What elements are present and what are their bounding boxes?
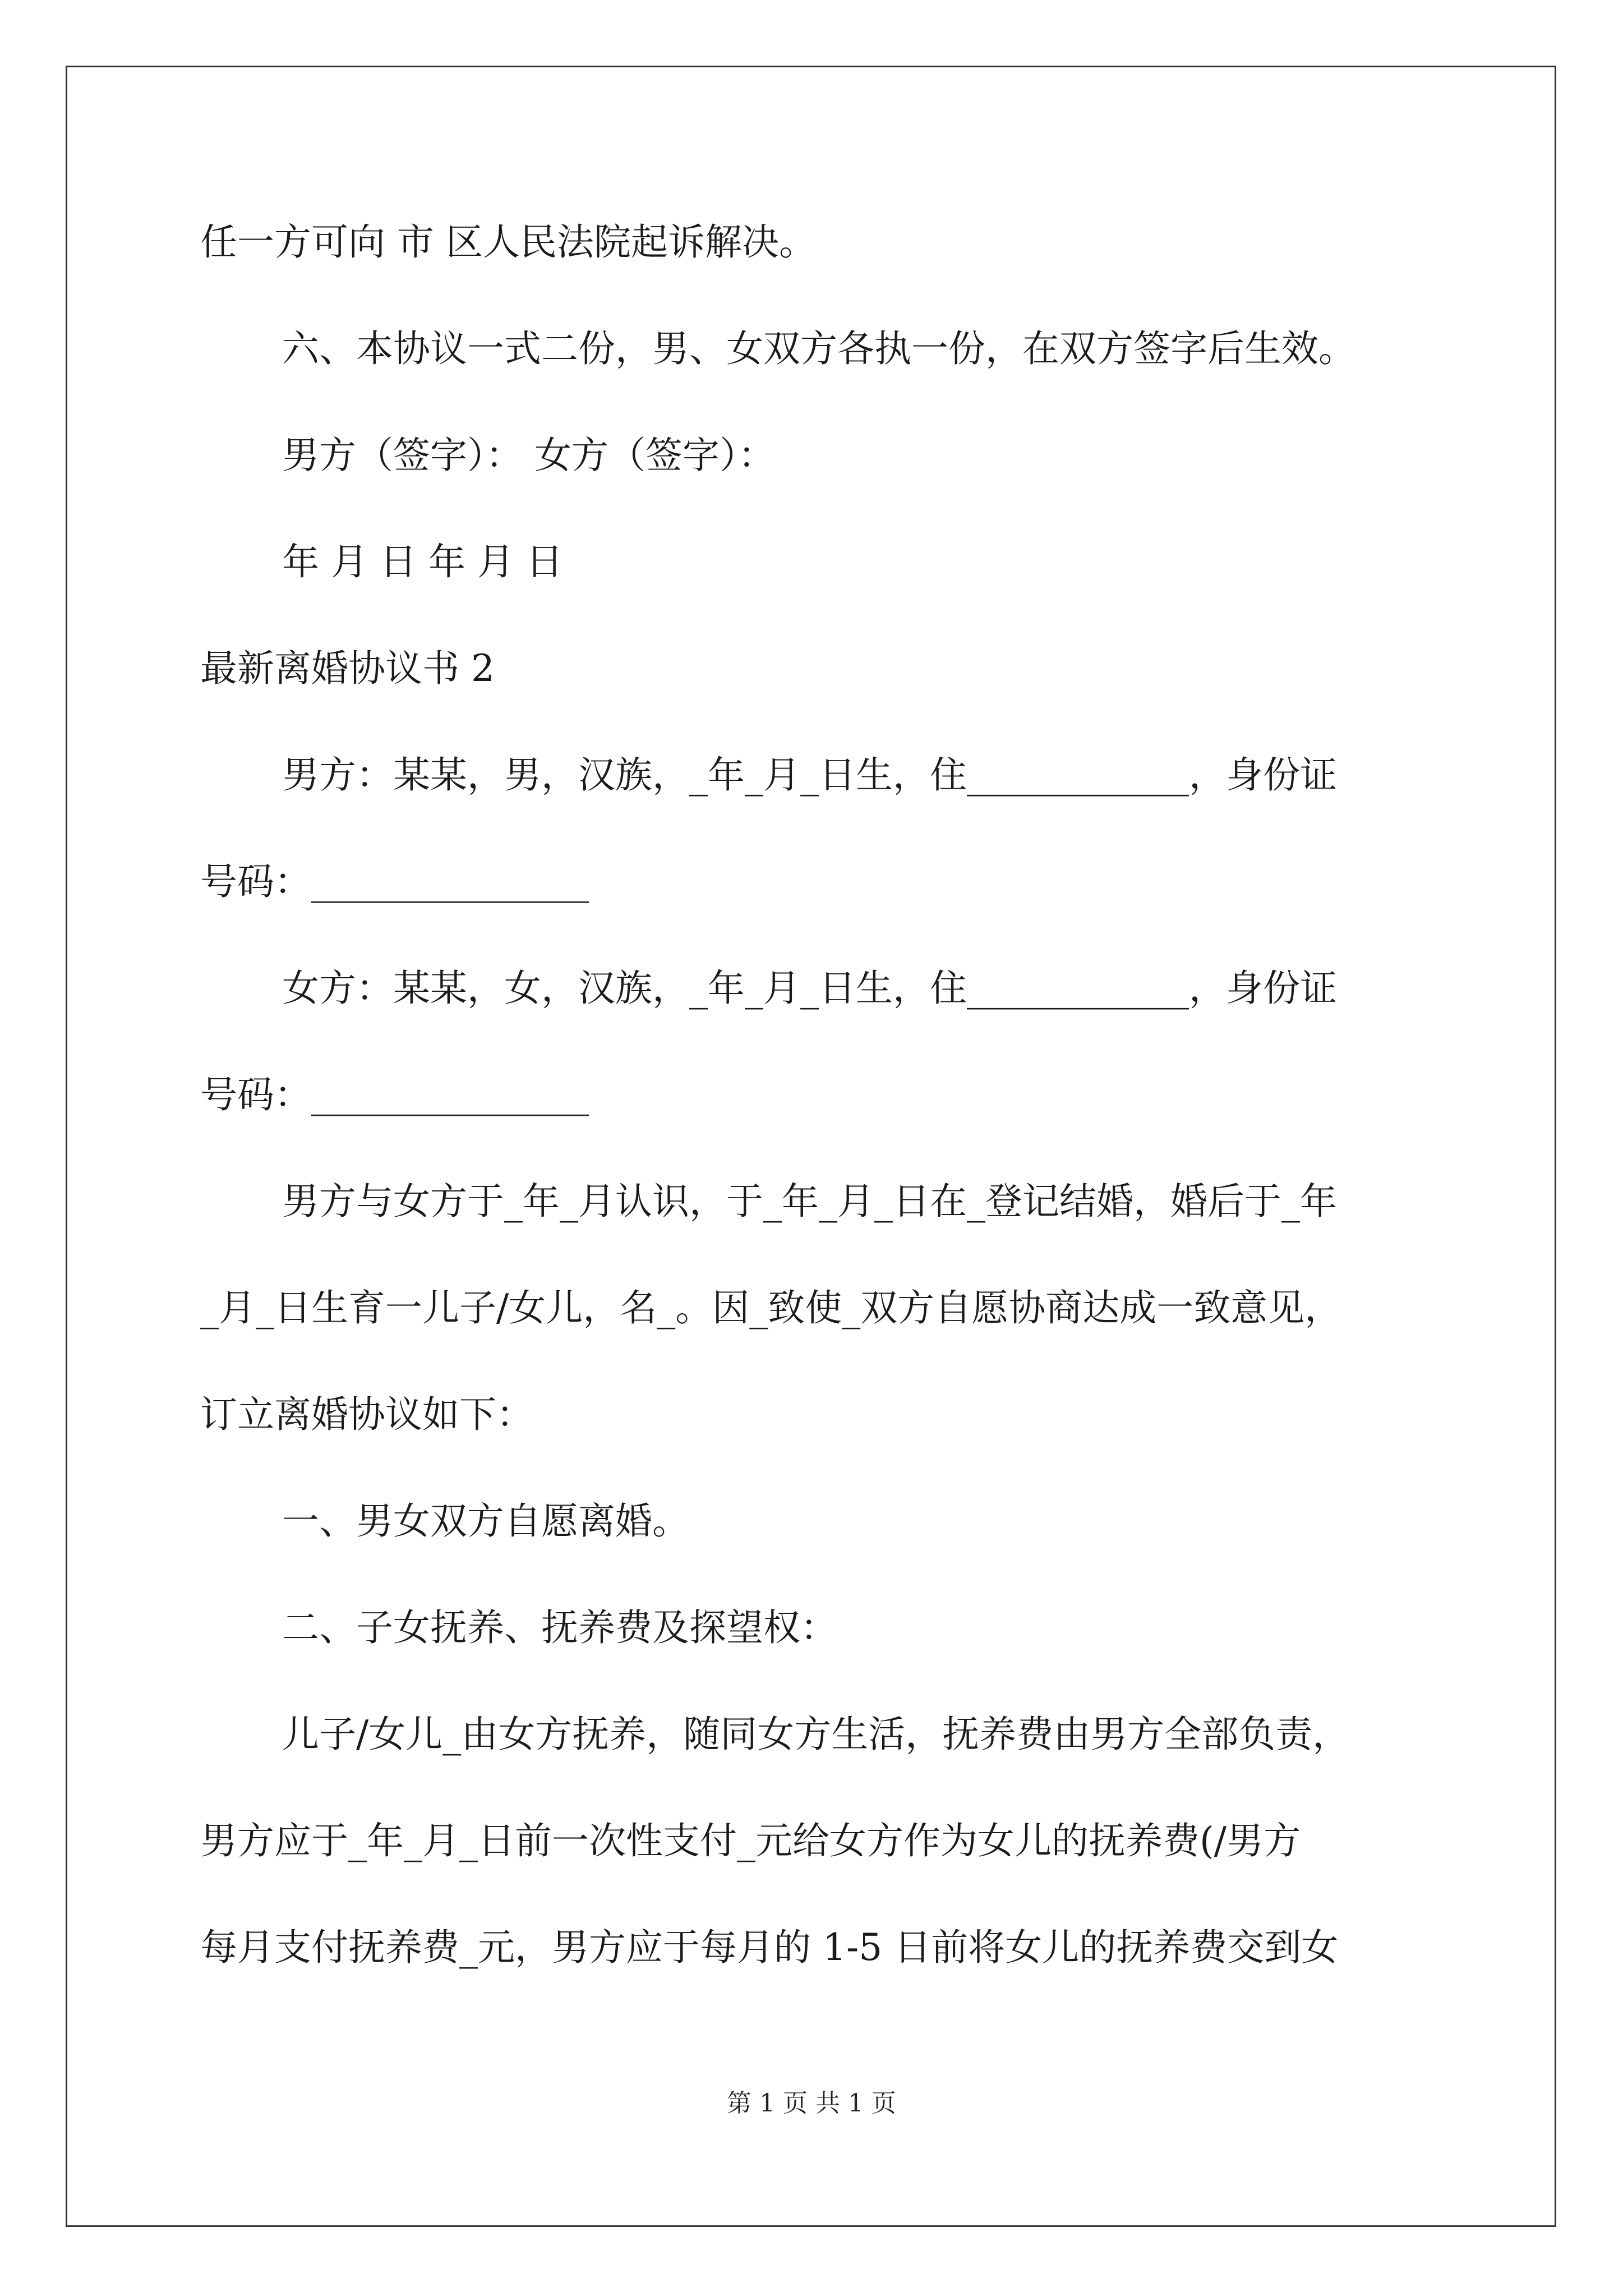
- paragraph-line: 每月支付抚养费_元，男方应于每月的 1-5 日前将女儿的抚养费交到女: [200, 1926, 1339, 1969]
- paragraph-line: 订立离婚协议如下：: [200, 1393, 533, 1436]
- paragraph-line: 号码：_______________: [200, 860, 589, 903]
- page-border: [66, 66, 1556, 2227]
- paragraph-line: 男方与女方于_年_月认识，于_年_月_日在_登记结婚，婚后于_年: [282, 1180, 1337, 1223]
- paragraph-line: 男方应于_年_月_日前一次性支付_元给女方作为女儿的抚养费(/男方: [200, 1819, 1301, 1862]
- page-number-footer: 第 1 页 共 1 页: [727, 2089, 896, 2118]
- date-line: 年 月 日 年 月 日: [282, 540, 563, 583]
- paragraph-line: 儿子/女儿_由女方抚养，随同女方生活，抚养费由男方全部负责，: [282, 1713, 1350, 1756]
- paragraph-line: 六、本协议一式二份，男、女双方各执一份，在双方签字后生效。: [282, 327, 1355, 370]
- paragraph-line: 一、男女双方自愿离婚。: [282, 1499, 689, 1543]
- paragraph-line: 女方：某某，女，汉族，_年_月_日生，住____________，身份证: [282, 967, 1337, 1010]
- section-heading: 最新离婚协议书 2: [200, 647, 495, 690]
- paragraph-line: 男方：某某，男，汉族，_年_月_日生，住____________，身份证: [282, 753, 1337, 797]
- paragraph-line: 号码：_______________: [200, 1073, 589, 1116]
- signature-line: 男方（签字）： 女方（签字）：: [282, 434, 775, 477]
- paragraph-line: 任一方可向 市 区人民法院起诉解决。: [200, 220, 816, 264]
- paragraph-line: _月_日生育一儿子/女儿，名_。因_致使_双方自愿协商达成一致意见，: [200, 1286, 1342, 1329]
- paragraph-line: 二、子女抚养、抚养费及探望权：: [282, 1606, 837, 1649]
